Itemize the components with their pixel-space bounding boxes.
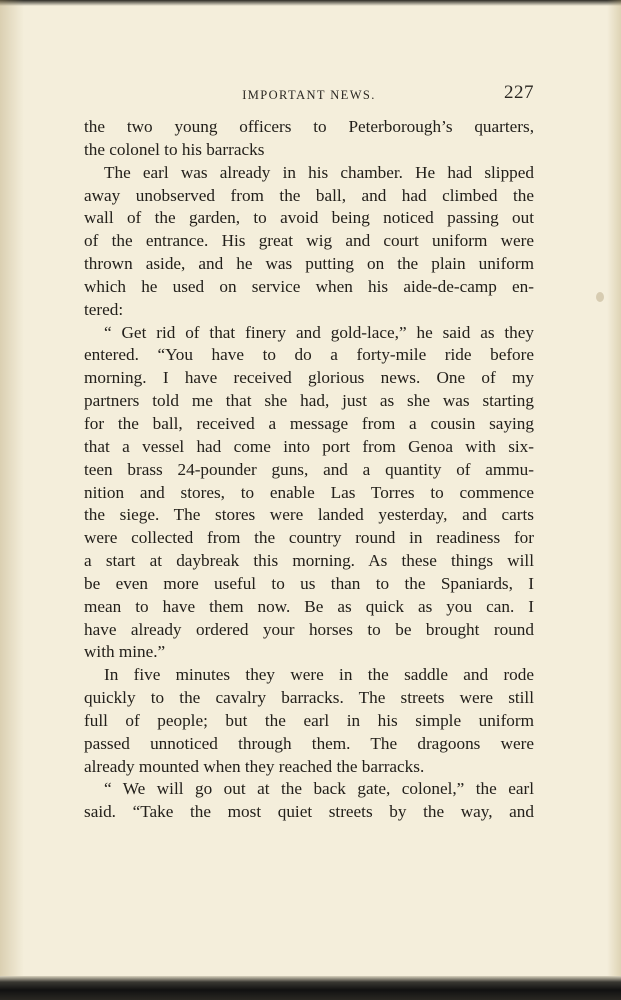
running-title: IMPORTANT NEWS. xyxy=(242,88,376,102)
text-line: away unobserved from the ball, and had climbed the xyxy=(84,185,534,205)
body-text xyxy=(84,116,534,824)
top-edge-shadow xyxy=(0,0,621,6)
text-line: full of people; but the earl in his simple uniform xyxy=(84,710,534,730)
text-line: the colonel to his barracks xyxy=(84,139,265,159)
paragraph-first-line: The earl was already in his chamber. He had slipped xyxy=(104,162,534,182)
text-line: passed unnoticed through them. The dragoons were xyxy=(84,733,534,753)
paper-blemish xyxy=(596,292,604,302)
text-line: already mounted when they reached the barracks. xyxy=(84,756,425,776)
text-line: morning. I have received glorious news. One of my xyxy=(84,368,534,388)
text-line: the two young officers to Peterborough’s quarters, xyxy=(84,117,534,136)
text-line: be even more useful to us than to the Spaniards, I xyxy=(84,573,534,593)
text-line: for the ball, received a message from a cousin saying xyxy=(84,413,534,433)
text-line: nition and stores, to enable Las Torres to commence xyxy=(84,482,534,502)
page-edge-shade xyxy=(607,0,621,1000)
text-line: a start at daybreak this morning. As these things will xyxy=(84,551,534,571)
page-number: 227 xyxy=(504,82,534,103)
text-line: said. “Take the most quiet streets by the way, and xyxy=(84,802,534,822)
text-line: tered: xyxy=(84,299,124,319)
bottom-scan-edge xyxy=(0,976,621,1000)
text-line: quickly to the cavalry barracks. The streets were still xyxy=(84,688,534,708)
text-line: the siege. The stores were landed yesterday, and carts xyxy=(84,505,534,525)
text-line: mean to have them now. Be as quick as you can. I xyxy=(84,596,534,616)
text-line: of the entrance. His great wig and court uniform were xyxy=(84,231,534,251)
text-line: that a vessel had come into port from Genoa with six- xyxy=(84,436,534,456)
text-line: which he used on service when his aide-de-camp en- xyxy=(84,276,534,296)
text-line: have already ordered your horses to be brought round xyxy=(84,619,534,639)
text-line: partners told me that she had, just as she was starting xyxy=(84,391,534,411)
text-line: thrown aside, and he was putting on the plain uniform xyxy=(84,254,534,274)
paragraph-first-line: “ We will go out at the back gate, colonel,” the earl xyxy=(104,779,534,799)
text-line: with mine.” xyxy=(84,642,166,662)
text-line: were collected from the country round in readiness for xyxy=(84,528,534,548)
text-line: teen brass 24-pounder guns, and a quantity of ammu- xyxy=(84,459,534,479)
gutter-shade xyxy=(0,0,24,1000)
text-line: wall of the garden, to avoid being noticed passing out xyxy=(84,208,534,228)
paragraph-first-line: In five minutes they were in the saddle and rode xyxy=(104,665,534,685)
paragraph-first-line: “ Get rid of that finery and gold-lace,” he said as they xyxy=(104,322,534,342)
text-line: entered. “You have to do a forty-mile ride before xyxy=(84,345,534,365)
running-header xyxy=(84,82,534,110)
